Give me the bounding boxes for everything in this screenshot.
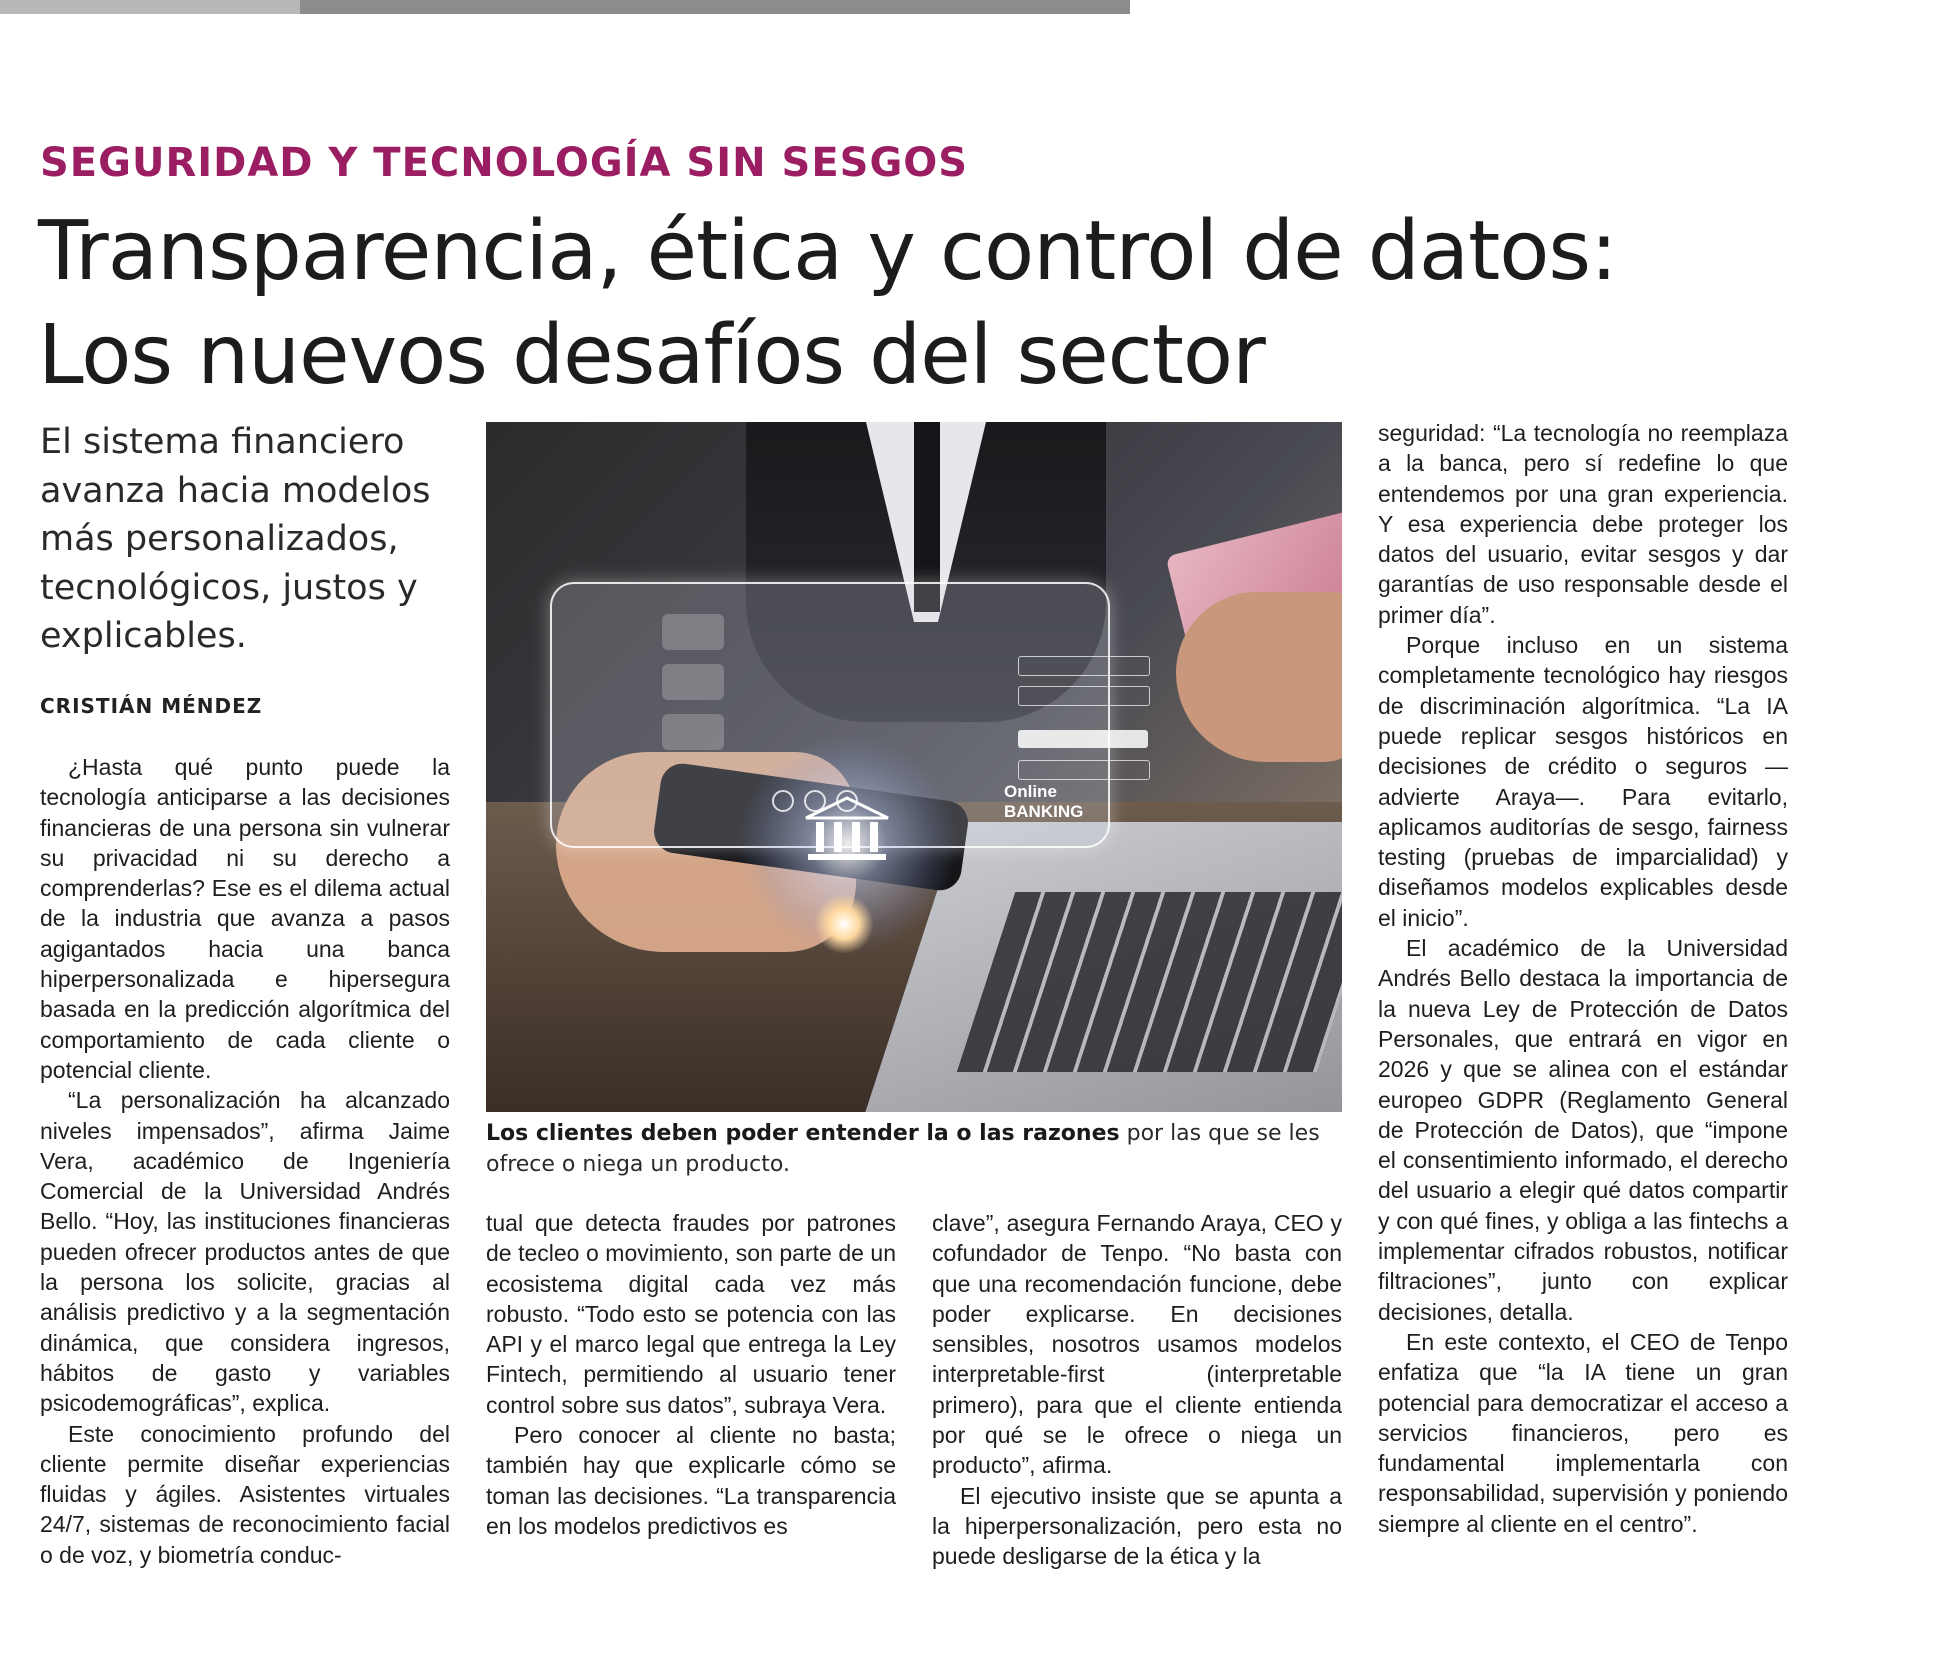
paragraph: El ejecutivo insiste que se apunta a la hiperpersonalización, pero esta no puede desligarse de la ética y la bbox=[932, 1482, 1342, 1570]
paragraph: Este conocimiento profundo del cliente permite diseñar experiencias fluidas y ágiles. Asistentes virtuales 24/7, sistemas de reconocimiento facial o de voz, y biometría conduc- bbox=[40, 1420, 450, 1568]
paragraph: El académico de la Universidad Andrés Bello destaca la importancia de la nueva Ley de Protección de Datos Personales, que entrará en vigor en 2026 y que se alinea con el estándar europeo GDPR (Reglamento General de Protección de Datos), que “impone el consentimiento informado, el derecho del usuario a elegir qué datos compartir y con qué fines, y obliga a las fintechs a implementar cifrados robustos, notificar filtraciones”, junto con explicar decisiones, detalla. bbox=[1378, 935, 1788, 1325]
paragraph: Porque incluso en un sistema completamente tecnológico hay riesgos de discriminación algorítmica. “La IA puede replicar sesgos históricos en decisiones de crédito o seguros —advierte Araya—. Para evitarlo, aplicamos auditorías de sesgo, fairness testing (pruebas de imparcialidad) y diseñamos modelos explicables desde el inicio”. bbox=[1378, 632, 1788, 931]
login-button-graphic bbox=[1018, 730, 1148, 748]
panel-icon-row bbox=[772, 790, 868, 817]
paragraph: ¿Hasta qué punto puede la tecnología anticiparse a las decisiones financieras de una persona sin vulnerar su privacidad ni su derecho a comprenderlas? Ese es el dilema actual de la industria que avanza a pasos agigantados hacia una banca hiperpersonalizada e hipersegura basada en la predicción algorítmica del comportamiento de cada cliente o potencial cliente. bbox=[40, 754, 450, 1083]
paragraph: clave”, asegura Fernando Araya, CEO y cofundador de Tenpo. “No basta con que una recomendación funcione, debe poder explicarse. En decisiones sensibles, nosotros usamos modelos interpretable-first (interpretable primero), para que el cliente entienda por qué se le ofrece o niega un producto”, afirma. bbox=[932, 1210, 1342, 1479]
register-field bbox=[1018, 760, 1150, 780]
password-field bbox=[1018, 686, 1150, 706]
headline-line-1: Transparencia, ética y control de datos: bbox=[38, 204, 1617, 299]
paragraph: “La personalización ha alcanzado niveles impensados”, afirma Jaime Vera, académico de Ingeniería Comercial de la Universidad Andrés Bello. “Hoy, las instituciones financieras pueden ofrecer productos antes de que la persona los solicite, gracias al análisis predictivo y a la segmentación dinámica, que considera ingresos, hábitos de gasto y variables psicodemográficas”, explica. bbox=[40, 1087, 450, 1417]
laptop-icon bbox=[662, 664, 724, 700]
paragraph: En este contexto, el CEO de Tenpo enfatiza que “la IA tiene un gran potencial para democratizar el acceso a servicios financieros, pero es fundamental implementarla con responsabilidad, supervisión y poniendo siempre al cliente en el centro”. bbox=[1378, 1328, 1788, 1537]
paragraph: seguridad: “La tecnología no reemplaza a la banca, pero sí redefine lo que entendemos por una gran experiencia. Y esa experiencia debe proteger los datos del usuario, evitar sesgos y dar garantías de uso responsable desde el primer día”. bbox=[1378, 420, 1788, 628]
circle-icon bbox=[772, 790, 794, 812]
paragraph: Pero conocer al cliente no basta; también hay que explicarle cómo se toman las decisiones. “La transparencia en los modelos predictivos es bbox=[486, 1422, 896, 1539]
holographic-banking-panel bbox=[550, 582, 1110, 848]
cart-icon bbox=[662, 614, 724, 650]
circle-icon bbox=[804, 790, 826, 812]
lock-icon bbox=[662, 714, 724, 750]
article-photo bbox=[486, 422, 1342, 1112]
byline: CRISTIÁN MÉNDEZ bbox=[40, 694, 263, 718]
body-column-1 bbox=[40, 752, 450, 1570]
photo-keyboard bbox=[957, 892, 1342, 1072]
paragraph: tual que detecta fraudes por patrones de tecleo o movimiento, son parte de un ecosistema digital cada vez más robusto. “Todo esto se potencia con las API y el marco legal que entrega la Ley Fintech, permitiendo al usuario tener control sobre sus datos”, subraya Vera. bbox=[486, 1210, 896, 1418]
online-banking-label: Online BANKING bbox=[1004, 782, 1084, 821]
body-column-3 bbox=[932, 1208, 1342, 1572]
caption-rest: por las que se les ofrece o niega un producto. bbox=[486, 1121, 1320, 1177]
top-photo-strip bbox=[0, 0, 1130, 14]
headline bbox=[38, 200, 1617, 408]
photo-caption bbox=[486, 1118, 1356, 1180]
section-kicker: SEGURIDAD Y TECNOLOGÍA SIN SESGOS bbox=[40, 140, 969, 186]
body-column-4 bbox=[1378, 418, 1788, 1539]
deck-summary: El sistema financiero avanza hacia modelos más personalizados, tecnológicos, justos y explicables. bbox=[40, 422, 431, 656]
light-glow bbox=[814, 894, 874, 954]
body-column-2 bbox=[486, 1208, 896, 1541]
caption-bold: Los clientes deben poder entender la o las razones bbox=[486, 1121, 1120, 1146]
login-field bbox=[1018, 656, 1150, 676]
headline-line-2: Los nuevos desafíos del sector bbox=[38, 308, 1265, 403]
photo-hand-right bbox=[1176, 592, 1342, 762]
circle-icon bbox=[836, 790, 858, 812]
